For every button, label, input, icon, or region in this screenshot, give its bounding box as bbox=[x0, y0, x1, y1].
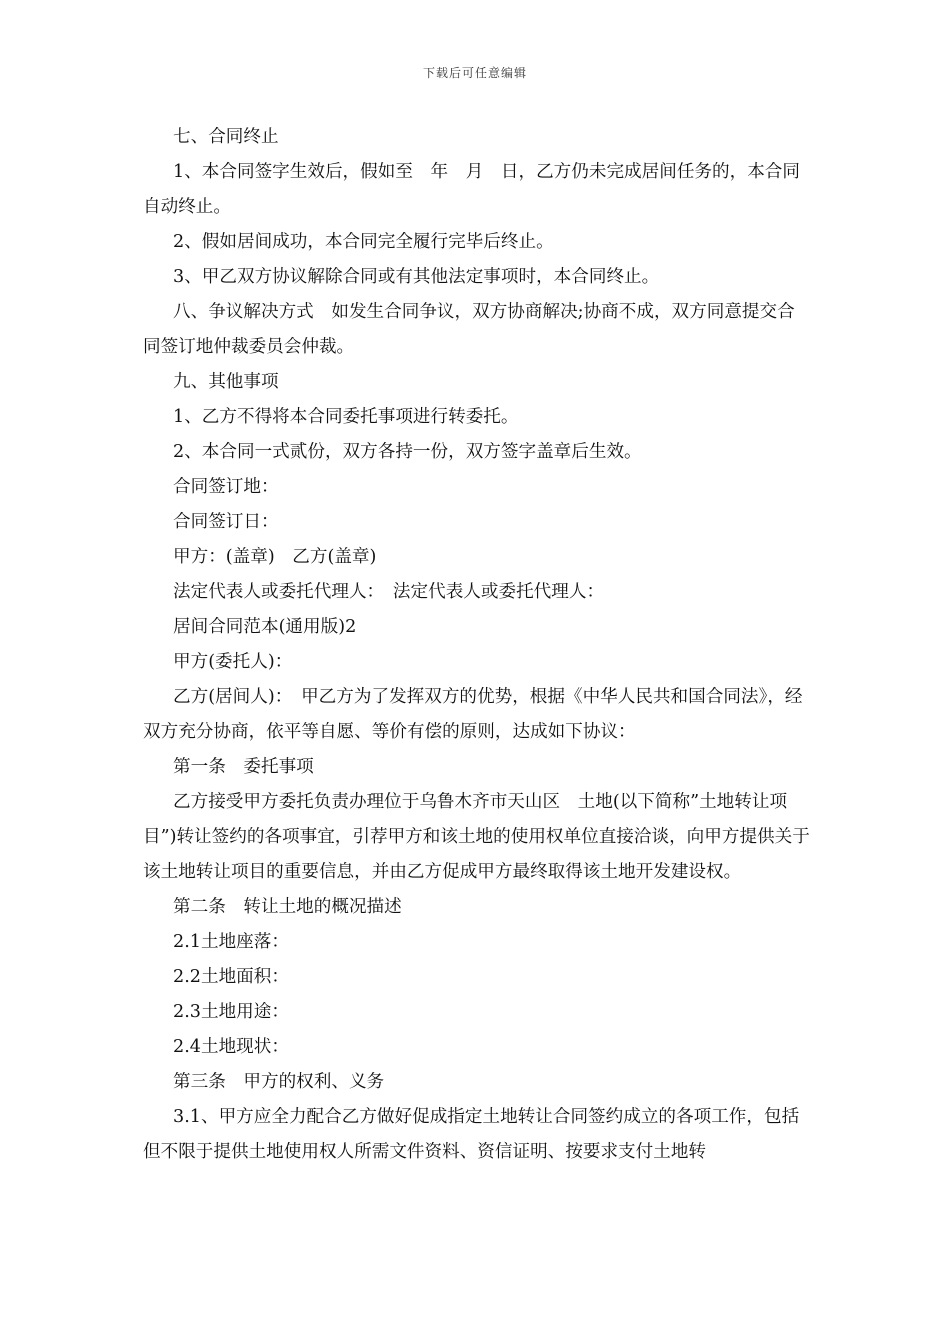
paragraph: 2、本合同一式贰份，双方各持一份，双方签字盖章后生效。 bbox=[173, 442, 642, 462]
party-seals: 甲方：(盖章) 乙方(盖章) bbox=[173, 547, 377, 567]
party-b-preamble: 乙方(居间人)： 甲乙方为了发挥双方的优势，根据《中华人民共和国合同法》，经双方充分协商，依平等自愿、等价有偿的原则，达成如下协议： bbox=[143, 687, 803, 742]
document-subtitle: 居间合同范本(通用版)2 bbox=[173, 617, 357, 637]
article-1-body: 乙方接受甲方委托负责办理位于乌鲁木齐市天山区 土地(以下简称”土地转让项目”)转让签约的各项事宜，引荐甲方和该土地的使用权单位直接洽谈，向甲方提供关于该土地转让项目的重要信息，并由乙方促成甲方最终取得该土地开发建设权。 bbox=[143, 792, 810, 882]
section-heading-termination: 七、合同终止 bbox=[173, 127, 279, 147]
paragraph: 1、本合同签字生效后，假如至 年 月 日，乙方仍未完成居间任务的，本合同自动终止。 bbox=[143, 162, 800, 217]
signing-date: 合同签订日： bbox=[173, 512, 279, 532]
paragraph: 1、乙方不得将本合同委托事项进行转委托。 bbox=[173, 407, 519, 427]
page-header-note: 下载后可任意编辑 bbox=[422, 66, 527, 80]
land-location: 2.1土地座落： bbox=[173, 932, 289, 952]
land-use: 2.3土地用途： bbox=[173, 1002, 289, 1022]
land-status: 2.4土地现状： bbox=[173, 1037, 289, 1057]
paragraph: 2、假如居间成功，本合同完全履行完毕后终止。 bbox=[173, 232, 554, 252]
section-heading-dispute: 八、争议解决方式 如发生合同争议，双方协商解决;协商不成，双方同意提交合同签订地仲裁委员会仲裁。 bbox=[143, 302, 795, 357]
paragraph: 3、甲乙双方协议解除合同或有其他法定事项时，本合同终止。 bbox=[173, 267, 660, 287]
article-1-heading: 第一条 委托事项 bbox=[173, 757, 314, 777]
document-body bbox=[143, 120, 810, 1170]
legal-representatives: 法定代表人或委托代理人： 法定代表人或委托代理人： bbox=[173, 582, 605, 602]
signing-place: 合同签订地： bbox=[173, 477, 279, 497]
article-3-body: 3.1、甲方应全力配合乙方做好促成指定土地转让合同签约成立的各项工作，包括但不限于提供土地使用权人所需文件资料、资信证明、按要求支付土地转 bbox=[143, 1107, 800, 1162]
article-2-heading: 第二条 转让土地的概况描述 bbox=[173, 897, 402, 917]
party-a: 甲方(委托人)： bbox=[173, 652, 293, 672]
land-area: 2.2土地面积： bbox=[173, 967, 289, 987]
section-heading-other: 九、其他事项 bbox=[173, 372, 279, 392]
article-3-heading: 第三条 甲方的权利、义务 bbox=[173, 1072, 385, 1092]
